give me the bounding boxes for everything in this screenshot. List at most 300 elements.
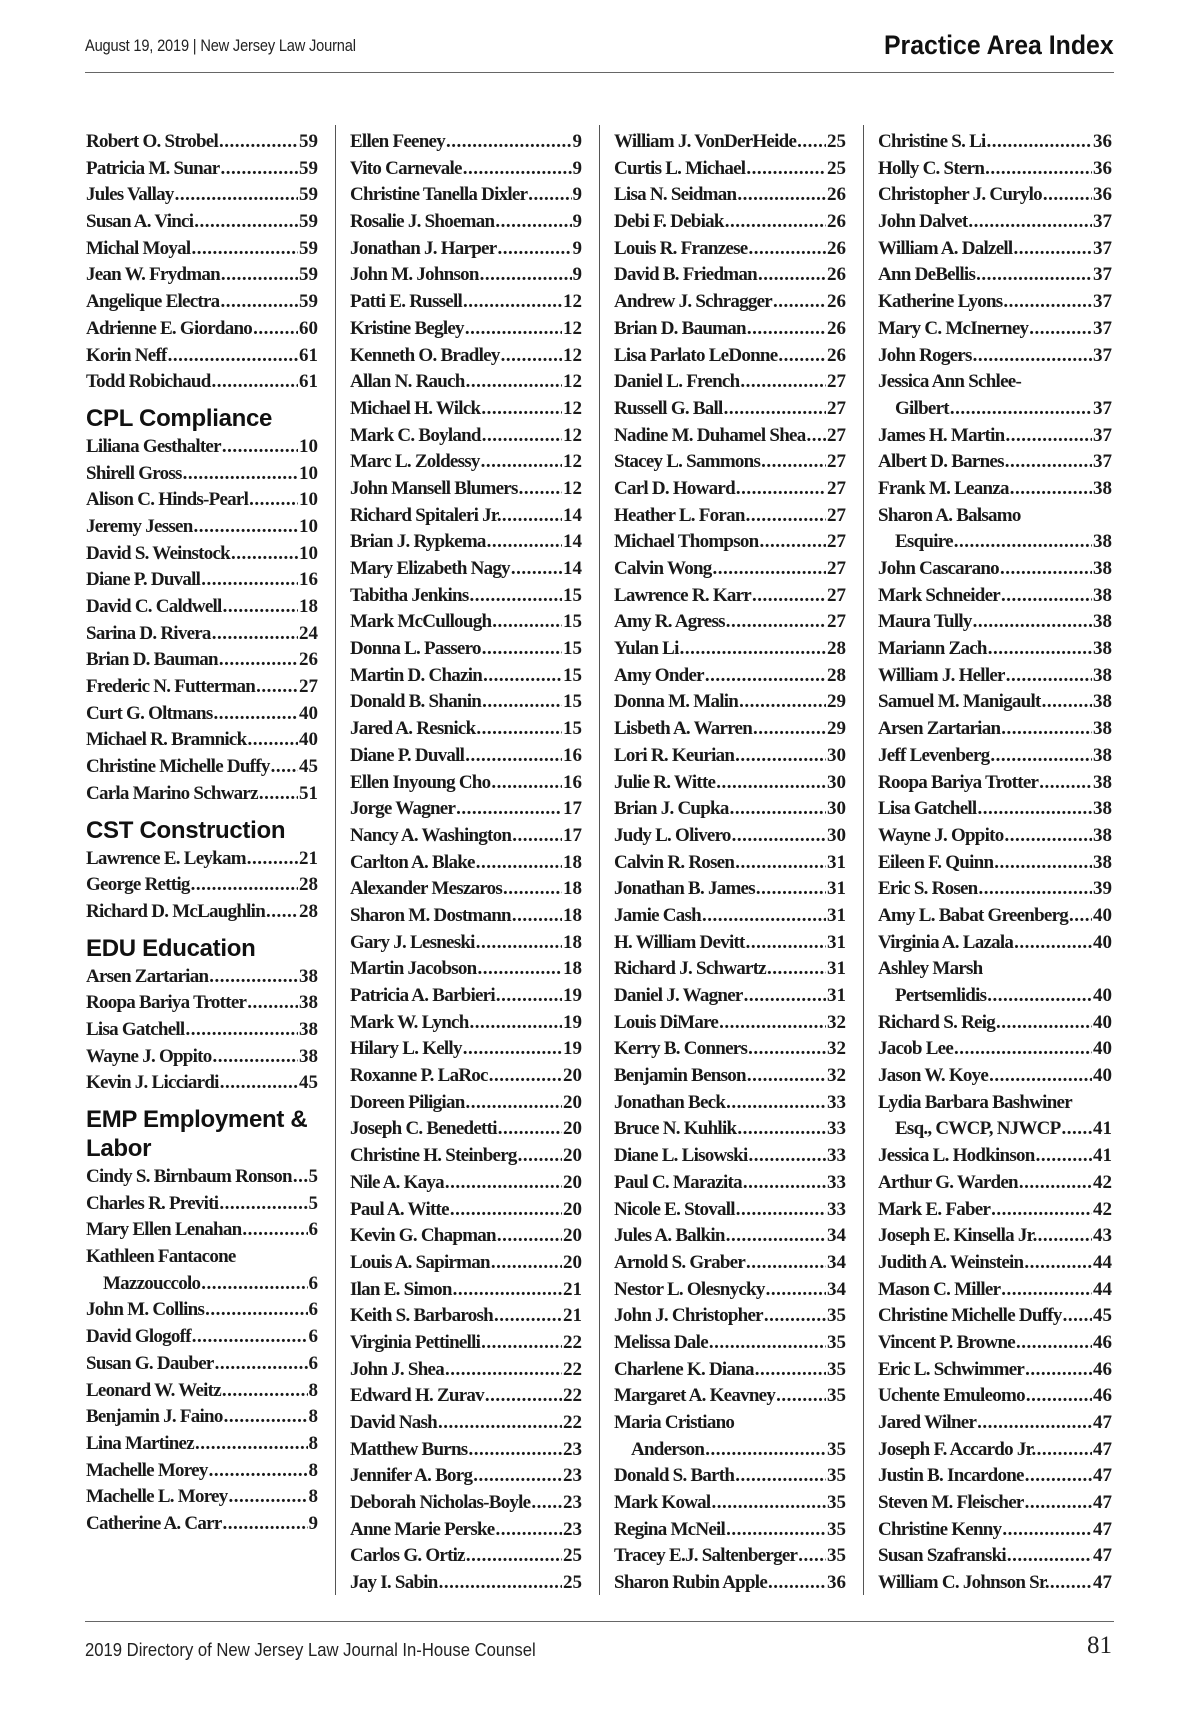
dot-leader	[469, 583, 562, 610]
attorney-name: Amy R. Agress	[614, 611, 725, 633]
page-reference: 28	[827, 664, 846, 686]
page-reference: 28	[827, 638, 846, 660]
dot-leader	[1026, 1383, 1092, 1410]
page-reference: 59	[299, 291, 318, 313]
page-reference: 46	[1093, 1358, 1112, 1380]
page-reference: 22	[563, 1385, 582, 1407]
index-entry	[878, 1330, 1112, 1357]
attorney-name: Ellen Feeney	[350, 131, 445, 152]
attorney-name: Mason C. Miller	[878, 1278, 1001, 1300]
index-entry	[878, 1543, 1112, 1570]
page-reference: 59	[299, 264, 318, 286]
attorney-name: Christine Kenny	[878, 1518, 1002, 1540]
dot-leader	[1000, 556, 1092, 583]
section-title: Practice Area Index	[884, 30, 1114, 60]
index-entry	[86, 289, 318, 316]
page-reference: 9	[572, 211, 582, 233]
page-reference: 23	[563, 1492, 582, 1514]
index-entry	[350, 903, 582, 930]
index-entry	[350, 1223, 582, 1250]
page-reference: 20	[563, 1198, 582, 1220]
page-reference: 12	[563, 397, 582, 419]
index-entry	[614, 743, 846, 770]
attorney-name: John Cascarano	[878, 558, 999, 579]
dot-leader	[487, 529, 562, 556]
page-reference: 27	[299, 676, 318, 698]
dot-leader	[476, 930, 562, 957]
dot-leader	[222, 1378, 308, 1405]
index-entry	[86, 621, 318, 648]
index-entry	[878, 1490, 1112, 1517]
attorney-name: Melissa Dale	[614, 1331, 708, 1353]
dot-leader	[1043, 182, 1092, 209]
index-entry	[878, 262, 1112, 289]
attorney-name: Nile A. Kaya	[350, 1171, 444, 1193]
practice-area-heading: EMP Employment & Labor	[86, 1106, 308, 1162]
page-reference: 26	[299, 649, 318, 671]
dot-leader	[954, 1036, 1092, 1063]
page-reference: 10	[299, 542, 318, 564]
page-reference: 42	[1093, 1198, 1112, 1220]
page-reference: 24	[299, 622, 318, 644]
dot-leader	[212, 621, 298, 648]
attorney-name: Holly C. Stern	[878, 157, 985, 179]
page-reference: 8	[308, 1486, 318, 1508]
attorney-name: Michael H. Wilck	[350, 397, 481, 419]
dot-leader	[1005, 423, 1092, 450]
dot-leader	[748, 1143, 826, 1170]
dot-leader	[497, 1223, 562, 1250]
attorney-name: Machelle Morey	[86, 1459, 208, 1481]
dot-leader	[481, 396, 562, 423]
page-reference: 33	[827, 1171, 846, 1193]
index-entry	[350, 316, 582, 343]
dot-leader	[735, 743, 826, 770]
index-entry	[350, 956, 582, 983]
page-reference: 59	[299, 131, 318, 152]
column-divider	[863, 125, 864, 1595]
dot-leader	[495, 1517, 562, 1544]
dot-leader	[778, 343, 826, 370]
dot-leader	[528, 182, 571, 209]
attorney-name: Jacob Lee	[878, 1038, 954, 1060]
dot-leader	[713, 556, 826, 583]
dot-leader	[740, 369, 826, 396]
index-entry	[878, 930, 1112, 957]
attorney-name: Mark McCullough	[350, 611, 492, 633]
index-entry	[878, 770, 1112, 797]
attorney-name: Michael R. Bramnick	[86, 729, 247, 751]
page-reference: 27	[827, 584, 846, 606]
page-reference: 51	[299, 782, 318, 804]
page-reference: 38	[1093, 824, 1112, 846]
index-entry	[350, 182, 582, 209]
index-entry	[614, 663, 846, 690]
index-entry	[86, 1297, 318, 1324]
dot-leader	[249, 487, 298, 514]
index-entry	[878, 1277, 1112, 1304]
page-reference: 37	[1093, 397, 1112, 419]
attorney-name: Mark E. Faber	[878, 1198, 991, 1220]
dot-leader	[439, 1570, 562, 1597]
dot-leader	[1002, 1517, 1092, 1544]
dot-leader	[491, 770, 562, 797]
attorney-name: Diane P. Duvall	[350, 744, 465, 766]
attorney-name: Martin D. Chazin	[350, 664, 483, 686]
index-entry	[614, 930, 846, 957]
page-reference: 27	[827, 477, 846, 499]
dot-leader	[798, 1543, 826, 1570]
attorney-name: Calvin Wong	[614, 558, 712, 579]
index-entry	[614, 209, 846, 236]
attorney-name: Sharon M. Dostmann	[350, 904, 511, 926]
dot-leader	[247, 727, 298, 754]
index-entry	[86, 1458, 318, 1485]
dot-leader	[293, 1164, 308, 1191]
index-column-2	[350, 129, 582, 1597]
attorney-name: H. William Devitt	[614, 931, 745, 953]
index-entry	[350, 1437, 582, 1464]
page-reference: 12	[563, 344, 582, 366]
attorney-name: Jonathan Beck	[614, 1091, 726, 1113]
page-reference: 60	[299, 317, 318, 339]
attorney-name: Samuel M. Manigault	[878, 691, 1041, 713]
attorney-name: Tabitha Jenkins	[350, 584, 469, 606]
attorney-name: William J. Heller	[878, 664, 1005, 686]
dot-leader	[702, 903, 826, 930]
index-entry	[878, 423, 1112, 450]
index-entry	[878, 823, 1112, 850]
attorney-name: Judy L. Olivero	[614, 824, 731, 846]
attorney-name: Jared Wilner	[878, 1412, 977, 1433]
attorney-name: Charles R. Previti	[86, 1192, 219, 1214]
page-reference: 28	[299, 874, 318, 896]
index-entry	[350, 930, 582, 957]
index-entry	[614, 1463, 846, 1490]
index-entry	[614, 182, 846, 209]
page-reference: 21	[563, 1305, 582, 1327]
page-reference: 27	[827, 531, 846, 553]
index-entry	[614, 1036, 846, 1063]
page-reference: 27	[827, 397, 846, 419]
dot-leader	[1019, 1170, 1092, 1197]
dot-leader	[1010, 476, 1092, 503]
index-entry	[86, 1164, 318, 1191]
page-reference: 35	[827, 1438, 846, 1460]
dot-leader	[463, 289, 562, 316]
dot-leader	[465, 316, 562, 343]
page-reference: 38	[1093, 851, 1112, 873]
dot-leader	[994, 850, 1092, 877]
index-entry	[86, 1070, 318, 1097]
dot-leader	[489, 1063, 562, 1090]
attorney-name: Roxanne P. LaRoc	[350, 1065, 488, 1087]
dot-leader	[1025, 1357, 1092, 1384]
attorney-name: Vito Carnevale	[350, 157, 462, 179]
index-entry	[614, 1517, 846, 1544]
attorney-name: Mark Schneider	[878, 584, 1000, 606]
attorney-name: Lawrence R. Karr	[614, 584, 751, 606]
dot-leader	[221, 262, 298, 289]
page-reference: 36	[1093, 184, 1112, 206]
dot-leader	[220, 289, 298, 316]
attorney-name: William J. VonDerHeide	[614, 131, 797, 152]
index-entry	[86, 343, 318, 370]
attorney-name: Allan N. Rauch	[350, 371, 465, 393]
page-reference: 35	[827, 1305, 846, 1327]
page-reference: 38	[299, 1018, 318, 1040]
index-entry	[86, 1431, 318, 1458]
index-entry	[350, 423, 582, 450]
dot-leader	[1014, 930, 1092, 957]
attorney-name: Jean W. Frydman	[86, 264, 220, 286]
dot-leader	[247, 990, 298, 1017]
attorney-name: Roopa Bariya Trotter	[86, 992, 247, 1014]
dot-leader	[705, 663, 826, 690]
practice-area-heading: CPL Compliance	[86, 404, 273, 432]
dot-leader	[212, 1044, 298, 1071]
attorney-name: Carla Marino Schwarz	[86, 782, 258, 804]
index-entry	[86, 1044, 318, 1071]
page-reference: 59	[299, 184, 318, 206]
dot-leader	[445, 1170, 562, 1197]
index-entry	[350, 770, 582, 797]
page-reference: 30	[827, 824, 846, 846]
page-reference: 38	[1093, 531, 1112, 553]
page-reference: 6	[308, 1299, 318, 1321]
page-reference: 8	[308, 1406, 318, 1428]
index-column-1	[86, 129, 318, 1538]
index-entry	[350, 609, 582, 636]
page-reference: 12	[563, 291, 582, 313]
index-entry	[86, 1378, 318, 1405]
page-reference: 36	[1093, 157, 1112, 179]
page-reference: 38	[299, 992, 318, 1014]
attorney-name: Kerry B. Conners	[614, 1038, 748, 1060]
page-reference: 34	[827, 1225, 846, 1247]
attorney-name: Leonard W. Weitz	[86, 1379, 221, 1401]
page-reference: 20	[563, 1118, 582, 1140]
index-entry	[86, 209, 318, 236]
page-reference: 38	[299, 1045, 318, 1067]
dot-leader	[531, 1490, 562, 1517]
dot-leader	[735, 850, 826, 877]
attorney-name: Wayne J. Oppito	[878, 824, 1004, 846]
page-reference: 29	[827, 718, 846, 740]
dot-leader	[205, 1297, 307, 1324]
page-reference: 15	[563, 718, 582, 740]
dot-leader	[985, 156, 1092, 183]
page-reference: 5	[308, 1192, 318, 1214]
page-number: 81	[1087, 1632, 1112, 1659]
attorney-name: Maria Cristiano	[614, 1412, 735, 1433]
index-entry	[878, 369, 1112, 396]
attorney-name: Nestor L. Olesnycky	[614, 1278, 765, 1300]
index-entry	[350, 1357, 582, 1384]
dot-leader	[473, 1463, 562, 1490]
dot-leader	[1007, 1543, 1092, 1570]
page-reference: 18	[563, 958, 582, 980]
index-entry	[86, 647, 318, 674]
page-reference: 19	[563, 1038, 582, 1060]
dot-leader	[719, 1010, 826, 1037]
index-entry	[86, 129, 318, 156]
index-entry	[350, 1170, 582, 1197]
page-reference: 10	[299, 489, 318, 511]
index-entry	[614, 1090, 846, 1117]
index-entry	[614, 609, 846, 636]
attorney-name: Yulan Li	[614, 638, 679, 660]
index-entry	[350, 343, 582, 370]
index-entry	[86, 872, 318, 899]
index-entry	[614, 1223, 846, 1250]
dot-leader	[724, 396, 826, 423]
page-reference: 37	[1093, 211, 1112, 233]
page-reference: 36	[1093, 131, 1112, 152]
index-entry	[350, 1090, 582, 1117]
attorney-name: Richard D. McLaughlin	[86, 900, 266, 922]
page-reference: 15	[563, 691, 582, 713]
page-reference: 34	[827, 1278, 846, 1300]
dot-leader	[1005, 449, 1092, 476]
dot-leader	[756, 876, 826, 903]
attorney-name: Richard Spitaleri Jr.	[350, 504, 501, 526]
index-entry	[878, 1250, 1112, 1277]
index-entry	[350, 1570, 582, 1597]
attorney-name: Keith S. Barbarosh	[350, 1305, 493, 1327]
dot-leader	[1050, 1570, 1092, 1597]
dot-leader	[476, 716, 562, 743]
attorney-name: Kristine Begley	[350, 317, 464, 339]
attorney-name: Ellen Inyoung Cho	[350, 771, 491, 793]
index-entry	[86, 1244, 318, 1271]
index-entry	[878, 1517, 1112, 1544]
dot-leader	[519, 476, 562, 503]
page-reference: 31	[827, 878, 846, 900]
attorney-name: Donald S. Barth	[614, 1465, 735, 1487]
index-entry	[86, 316, 318, 343]
attorney-name: Jennifer A. Borg	[350, 1465, 473, 1487]
page-reference: 27	[827, 611, 846, 633]
attorney-name: Carlos G. Ortiz	[350, 1545, 465, 1567]
attorney-name: David C. Caldwell	[86, 596, 222, 617]
attorney-name: Bruce N. Kuhlik	[614, 1118, 737, 1140]
attorney-name: Joseph C. Benedetti	[350, 1118, 497, 1140]
dot-leader	[744, 983, 826, 1010]
page-reference: 22	[563, 1358, 582, 1380]
attorney-name: Eric S. Rosen	[878, 878, 978, 900]
dot-leader	[495, 209, 571, 236]
attorney-name: Martin Jacobson	[350, 958, 477, 980]
page-reference: 33	[827, 1118, 846, 1140]
index-entry	[350, 1490, 582, 1517]
page-reference: 12	[563, 371, 582, 393]
page-reference: 35	[827, 1545, 846, 1567]
dot-leader	[498, 1116, 562, 1143]
page-reference: 10	[299, 515, 318, 537]
attorney-name: John Mansell Blumers	[350, 477, 518, 499]
attorney-name: Jeff Levenberg	[878, 744, 990, 766]
page-reference: 9	[572, 131, 582, 152]
page-reference: 26	[827, 184, 846, 206]
dot-leader	[1024, 1250, 1092, 1277]
column-divider	[599, 125, 600, 1595]
attorney-name: Donald B. Shanin	[350, 691, 482, 713]
attorney-name: Donna M. Malin	[614, 691, 739, 713]
index-entry	[350, 983, 582, 1010]
index-entry	[614, 503, 846, 530]
page-reference: 38	[1093, 798, 1112, 820]
attorney-name: Katherine Lyons	[878, 291, 1003, 313]
attorney-name: Arthur G. Warden	[878, 1171, 1018, 1193]
dot-leader	[242, 1217, 307, 1244]
page-reference: 9	[572, 237, 582, 259]
attorney-name: David S. Weinstock	[86, 542, 230, 564]
attorney-name: Brian J. Cupka	[614, 798, 729, 820]
attorney-name: Anne Marie Perske	[350, 1518, 495, 1540]
dot-leader	[224, 1404, 308, 1431]
attorney-name: John M. Johnson	[350, 264, 479, 286]
index-entry	[614, 156, 846, 183]
page-reference: 38	[299, 965, 318, 987]
dot-leader	[1016, 1330, 1092, 1357]
column-divider	[335, 125, 336, 1595]
index-entry	[86, 594, 318, 621]
attorney-name: Pertsemlidis	[895, 985, 987, 1006]
page-reference: 31	[827, 985, 846, 1006]
dot-leader	[502, 503, 562, 530]
index-entry	[350, 262, 582, 289]
attorney-name: Wayne J. Oppito	[86, 1045, 212, 1067]
attorney-name: Heather L. Foran	[614, 504, 745, 526]
page-reference: 38	[1093, 584, 1112, 606]
attorney-name: Jason W. Koye	[878, 1065, 989, 1087]
attorney-name: Daniel J. Wagner	[614, 985, 743, 1006]
attorney-name: Lisbeth A. Warren	[614, 718, 753, 740]
attorney-name: Debi F. Debiak	[614, 211, 724, 233]
index-entry	[86, 846, 318, 873]
dot-leader	[483, 663, 562, 690]
dot-leader	[222, 434, 298, 461]
attorney-name: Amy L. Babat Greenberg	[878, 904, 1069, 926]
attorney-name: Uchente Emuleomo	[878, 1385, 1025, 1407]
index-entry	[614, 716, 846, 743]
index-entry	[614, 983, 846, 1010]
dot-leader	[730, 796, 826, 823]
index-entry	[86, 727, 318, 754]
dot-leader	[976, 262, 1092, 289]
page-reference: 35	[827, 1331, 846, 1353]
index-entry	[878, 1463, 1112, 1490]
index-entry	[614, 1383, 846, 1410]
dot-leader	[450, 1197, 562, 1224]
page-reference: 35	[827, 1492, 846, 1514]
attorney-name: Machelle L. Morey	[86, 1486, 228, 1508]
attorney-name: Jessica Ann Schlee-	[878, 371, 1022, 393]
index-entry	[878, 1570, 1112, 1597]
page-reference: 37	[1093, 451, 1112, 473]
attorney-name: Rosalie J. Shoeman	[350, 211, 495, 233]
page-reference: 10	[299, 435, 318, 457]
index-entry	[614, 396, 846, 423]
index-entry	[878, 636, 1112, 663]
attorney-name: Sarina D. Rivera	[86, 622, 211, 644]
page-reference: 61	[299, 344, 318, 366]
dot-leader	[977, 796, 1092, 823]
index-entry	[350, 529, 582, 556]
page-reference: 45	[299, 1072, 318, 1094]
attorney-name: Jonathan B. James	[614, 878, 755, 900]
